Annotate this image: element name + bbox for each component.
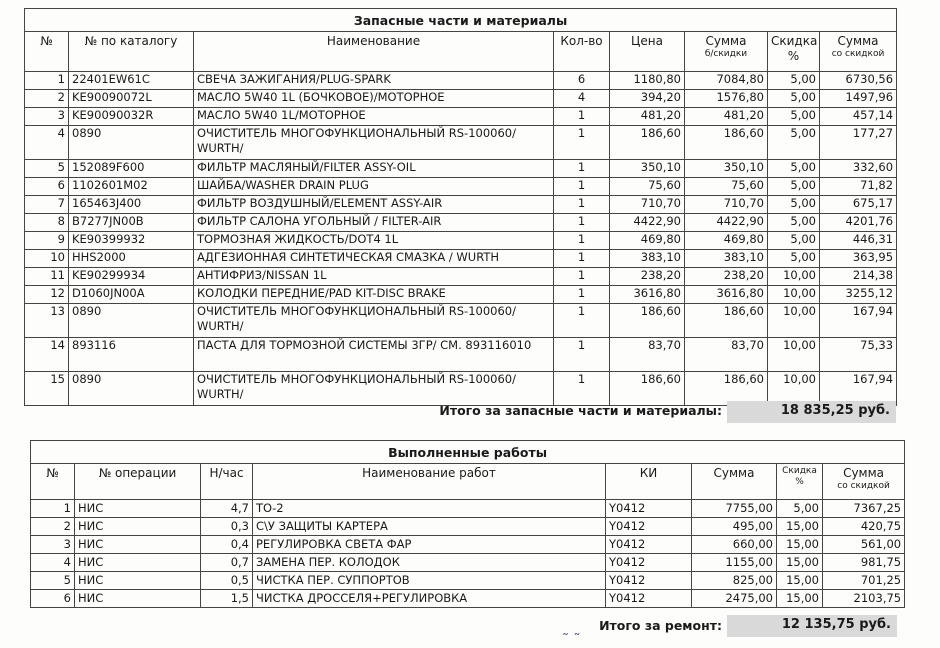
- catalog-number: 1102601M02: [69, 178, 194, 196]
- sum: 186,60: [685, 372, 768, 406]
- catalog-number: B7277JN00B: [69, 214, 194, 232]
- works-row: [31, 554, 905, 572]
- row-number: 3: [31, 536, 75, 554]
- header-work-name: Наименование работ: [253, 464, 606, 500]
- quantity: 1: [554, 250, 610, 268]
- catalog-number: 0890: [69, 304, 194, 338]
- quantity: 1: [554, 286, 610, 304]
- work-name: РЕГУЛИРОВКА СВЕТА ФАР: [253, 536, 606, 554]
- hours: 0,3: [201, 518, 253, 536]
- discount: 5,00: [768, 126, 820, 160]
- parts-row: [25, 196, 897, 214]
- sum: 186,60: [685, 126, 768, 160]
- discount: 15,00: [777, 536, 823, 554]
- quantity: 1: [554, 214, 610, 232]
- catalog-number: 893116: [69, 338, 194, 372]
- price: 383,10: [610, 250, 685, 268]
- discount: 15,00: [777, 572, 823, 590]
- quantity: 1: [554, 304, 610, 338]
- discount: 5,00: [768, 178, 820, 196]
- price: 75,60: [610, 178, 685, 196]
- item-name: ТОРМОЗНАЯ ЖИДКОСТЬ/DOT4 1L: [194, 232, 554, 250]
- item-name: КОЛОДКИ ПЕРЕДНИЕ/PAD KIT-DISC BRAKE: [194, 286, 554, 304]
- row-number: 15: [25, 372, 69, 406]
- row-number: 7: [25, 196, 69, 214]
- sum-discounted: 75,33: [820, 338, 897, 372]
- sum-discounted: 332,60: [820, 160, 897, 178]
- sum: 495,00: [692, 518, 777, 536]
- hours: 4,7: [201, 500, 253, 518]
- price: 1180,80: [610, 72, 685, 90]
- price: 481,20: [610, 108, 685, 126]
- ki-code: Y0412: [606, 536, 692, 554]
- price: 186,60: [610, 304, 685, 338]
- discount: 5,00: [768, 160, 820, 178]
- row-number: 11: [25, 268, 69, 286]
- discount: 10,00: [768, 286, 820, 304]
- works-row: [31, 590, 905, 608]
- price: 4422,90: [610, 214, 685, 232]
- parts-row: [25, 250, 897, 268]
- parts-row: [25, 108, 897, 126]
- operation-number: НИС: [75, 500, 201, 518]
- quantity: 1: [554, 232, 610, 250]
- discount: 15,00: [777, 554, 823, 572]
- header-price: Цена: [610, 32, 685, 72]
- price: 394,20: [610, 90, 685, 108]
- catalog-number: KE90090072L: [69, 90, 194, 108]
- sum: 350,10: [685, 160, 768, 178]
- discount: 5,00: [768, 232, 820, 250]
- operation-number: НИС: [75, 590, 201, 608]
- sum: 2475,00: [692, 590, 777, 608]
- item-name: ФИЛЬТР МАСЛЯНЫЙ/FILTER ASSY-OIL: [194, 160, 554, 178]
- price: 469,80: [610, 232, 685, 250]
- row-number: 1: [25, 72, 69, 90]
- parts-row: [25, 178, 897, 196]
- hours: 0,7: [201, 554, 253, 572]
- discount: 5,00: [768, 90, 820, 108]
- catalog-number: 22401EW61C: [69, 72, 194, 90]
- work-name: С\У ЗАЩИТЫ КАРТЕРА: [253, 518, 606, 536]
- catalog-number: 152089F600: [69, 160, 194, 178]
- discount: 10,00: [768, 338, 820, 372]
- header-qty: Кол-во: [554, 32, 610, 72]
- sum: 238,20: [685, 268, 768, 286]
- sum: 660,00: [692, 536, 777, 554]
- sum-discounted: 71,82: [820, 178, 897, 196]
- sum: 481,20: [685, 108, 768, 126]
- sum-discounted: 457,14: [820, 108, 897, 126]
- sum-discounted: 177,27: [820, 126, 897, 160]
- header-no: №: [31, 464, 75, 500]
- ki-code: Y0412: [606, 590, 692, 608]
- discount: 10,00: [768, 268, 820, 286]
- row-number: 14: [25, 338, 69, 372]
- quantity: 4: [554, 90, 610, 108]
- row-number: 5: [25, 160, 69, 178]
- parts-row: [25, 304, 897, 338]
- item-name: ШАЙБА/WASHER DRAIN PLUG: [194, 178, 554, 196]
- discount: 5,00: [768, 108, 820, 126]
- row-number: 2: [31, 518, 75, 536]
- price: 710,70: [610, 196, 685, 214]
- parts-row: [25, 268, 897, 286]
- quantity: 1: [554, 338, 610, 372]
- sum-discounted: 701,25: [823, 572, 905, 590]
- sum-discounted: 675,17: [820, 196, 897, 214]
- row-number: 6: [31, 590, 75, 608]
- sum: 7084,80: [685, 72, 768, 90]
- item-name: СВЕЧА ЗАЖИГАНИЯ/PLUG-SPARK: [194, 72, 554, 90]
- row-number: 3: [25, 108, 69, 126]
- catalog-number: KE90090032R: [69, 108, 194, 126]
- row-number: 12: [25, 286, 69, 304]
- work-name: ЧИСТКА ПЕР. СУППОРТОВ: [253, 572, 606, 590]
- hours: 1,5: [201, 590, 253, 608]
- item-name: ОЧИСТИТЕЛЬ МНОГОФУНКЦИОНАЛЬНЫЙ RS-100060/ WURTH/: [194, 372, 554, 406]
- quantity: 1: [554, 268, 610, 286]
- sum: 186,60: [685, 304, 768, 338]
- sum-discounted: 2103,75: [823, 590, 905, 608]
- quantity: 1: [554, 126, 610, 160]
- quantity: 1: [554, 108, 610, 126]
- work-name: ЧИСТКА ДРОССЕЛЯ+РЕГУЛИРОВКА: [253, 590, 606, 608]
- sum: 7755,00: [692, 500, 777, 518]
- parts-row: [25, 90, 897, 108]
- sum-discounted: 214,38: [820, 268, 897, 286]
- works-row: [31, 518, 905, 536]
- works-table: [30, 440, 905, 608]
- discount: 10,00: [768, 372, 820, 406]
- works-row: [31, 572, 905, 590]
- sum: 75,60: [685, 178, 768, 196]
- work-name: ТО-2: [253, 500, 606, 518]
- parts-total-value: 18 835,25 руб.: [727, 401, 896, 423]
- catalog-number: HHS2000: [69, 250, 194, 268]
- sum: 825,00: [692, 572, 777, 590]
- item-name: ФИЛЬТР ВОЗДУШНЫЙ/ELEMENT ASSY-AIR: [194, 196, 554, 214]
- header-hours: Н/час: [201, 464, 253, 500]
- sum-discounted: 7367,25: [823, 500, 905, 518]
- catalog-number: D1060JN00A: [69, 286, 194, 304]
- header-ki: КИ: [606, 464, 692, 500]
- sum-discounted: 167,94: [820, 304, 897, 338]
- item-name: ОЧИСТИТЕЛЬ МНОГОФУНКЦИОНАЛЬНЫЙ RS-100060/ WURTH/: [194, 304, 554, 338]
- item-name: ФИЛЬТР САЛОНА УГОЛЬНЫЙ / FILTER-AIR: [194, 214, 554, 232]
- quantity: 6: [554, 72, 610, 90]
- parts-row: [25, 286, 897, 304]
- operation-number: НИС: [75, 518, 201, 536]
- sum-discounted: 6730,56: [820, 72, 897, 90]
- sum-discounted: 1497,96: [820, 90, 897, 108]
- parts-row: [25, 160, 897, 178]
- header-discount: Скидка %: [777, 464, 823, 500]
- quantity: 1: [554, 372, 610, 406]
- sum: 710,70: [685, 196, 768, 214]
- hours: 0,4: [201, 536, 253, 554]
- quantity: 1: [554, 160, 610, 178]
- parts-row: [25, 126, 897, 160]
- sum-discounted: 981,75: [823, 554, 905, 572]
- catalog-number: 165463J400: [69, 196, 194, 214]
- row-number: 9: [25, 232, 69, 250]
- sum: 3616,80: [685, 286, 768, 304]
- sum-discounted: 561,00: [823, 536, 905, 554]
- sum-discounted: 446,31: [820, 232, 897, 250]
- item-name: МАСЛО 5W40 1L (БОЧКОВОЕ)/МОТОРНОЕ: [194, 90, 554, 108]
- row-number: 4: [31, 554, 75, 572]
- ki-code: Y0412: [606, 518, 692, 536]
- sum: 1155,00: [692, 554, 777, 572]
- quantity: 1: [554, 178, 610, 196]
- operation-number: НИС: [75, 572, 201, 590]
- price: 3616,80: [610, 286, 685, 304]
- price: 350,10: [610, 160, 685, 178]
- parts-row: [25, 232, 897, 250]
- header-no: №: [25, 32, 69, 72]
- header-discount: Скидка %: [768, 32, 820, 72]
- item-name: АДГЕЗИОННАЯ СИНТЕТИЧЕСКАЯ СМАЗКА / WURTH: [194, 250, 554, 268]
- discount: 5,00: [768, 196, 820, 214]
- catalog-number: KE90399932: [69, 232, 194, 250]
- catalog-number: 0890: [69, 126, 194, 160]
- discount: 5,00: [768, 214, 820, 232]
- sum-discounted: 363,95: [820, 250, 897, 268]
- parts-row: [25, 72, 897, 90]
- item-name: АНТИФРИЗ/NISSAN 1L: [194, 268, 554, 286]
- row-number: 2: [25, 90, 69, 108]
- works-row: [31, 536, 905, 554]
- works-total-value: 12 135,75 руб.: [727, 615, 897, 637]
- sum: 1576,80: [685, 90, 768, 108]
- row-number: 1: [31, 500, 75, 518]
- ki-code: Y0412: [606, 500, 692, 518]
- price: 83,70: [610, 338, 685, 372]
- sum: 469,80: [685, 232, 768, 250]
- row-number: 13: [25, 304, 69, 338]
- discount: 15,00: [777, 518, 823, 536]
- sum-discounted: 420,75: [823, 518, 905, 536]
- header-sum: Сумма: [692, 464, 777, 500]
- ki-code: Y0412: [606, 572, 692, 590]
- row-number: 6: [25, 178, 69, 196]
- operation-number: НИС: [75, 536, 201, 554]
- header-catalog: № по каталогу: [69, 32, 194, 72]
- discount: 5,00: [777, 500, 823, 518]
- price: 186,60: [610, 126, 685, 160]
- parts-row: [25, 214, 897, 232]
- works-title: Выполненные работы: [31, 441, 905, 464]
- catalog-number: KE90299934: [69, 268, 194, 286]
- price: 186,60: [610, 372, 685, 406]
- sum: 4422,90: [685, 214, 768, 232]
- row-number: 4: [25, 126, 69, 160]
- discount: 15,00: [777, 590, 823, 608]
- header-name: Наименование: [194, 32, 554, 72]
- item-name: ОЧИСТИТЕЛЬ МНОГОФУНКЦИОНАЛЬНЫЙ RS-100060/ WURTH/: [194, 126, 554, 160]
- row-number: 5: [31, 572, 75, 590]
- price: 238,20: [610, 268, 685, 286]
- sum-discounted: 3255,12: [820, 286, 897, 304]
- discount: 5,00: [768, 72, 820, 90]
- work-name: ЗАМЕНА ПЕР. КОЛОДОК: [253, 554, 606, 572]
- ki-code: Y0412: [606, 554, 692, 572]
- signature-mark: ˜ ˜: [562, 632, 581, 648]
- sum-discounted: 4201,76: [820, 214, 897, 232]
- sum: 83,70: [685, 338, 768, 372]
- parts-table: [24, 8, 897, 406]
- header-operation: № операции: [75, 464, 201, 500]
- sum-discounted: 167,94: [820, 372, 897, 406]
- header-sum-discounted: Сумма со скидкой: [823, 464, 905, 500]
- item-name: МАСЛО 5W40 1L/МОТОРНОЕ: [194, 108, 554, 126]
- quantity: 1: [554, 196, 610, 214]
- row-number: 10: [25, 250, 69, 268]
- parts-row: [25, 338, 897, 372]
- discount: 5,00: [768, 250, 820, 268]
- item-name: ПАСТА ДЛЯ ТОРМОЗНОЙ СИСТЕМЫ 3ГР/ СМ. 893116010: [194, 338, 554, 372]
- discount: 10,00: [768, 304, 820, 338]
- operation-number: НИС: [75, 554, 201, 572]
- header-sum: Сумма б/скидки: [685, 32, 768, 72]
- works-row: [31, 500, 905, 518]
- header-sum-discounted: Сумма со скидкой: [820, 32, 897, 72]
- parts-title: Запасные части и материалы: [25, 9, 897, 32]
- catalog-number: 0890: [69, 372, 194, 406]
- hours: 0,5: [201, 572, 253, 590]
- sum: 383,10: [685, 250, 768, 268]
- row-number: 8: [25, 214, 69, 232]
